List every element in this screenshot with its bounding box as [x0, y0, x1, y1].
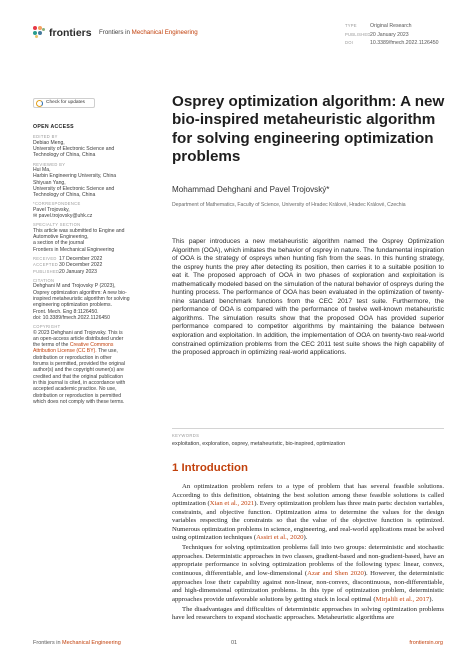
- specialty-section: SPECIALTY SECTION This article was submitted to Engine and Automotive Engineering, a section of the journal Frontiers in Mechanical Engineering: [33, 222, 125, 253]
- page-footer: [33, 640, 443, 650]
- copyright-section: COPYRIGHT © 2023 Dehghani and Trojovsky. This is an open-access article distributed under the terms of the Creative Commons Attribution License (CC BY). The use, distribution or reproduction in other forums is permitted, provided the original author(s) and the copyright owner(s) are credited and that the original publication in this journal is cited, in accordance with accepted academic practice. No use, distribution or reproduction is permitted which does not comply with these terms.: [33, 324, 126, 405]
- citation-section: CITATION Dehghani M and Trojovsky P (2023), Osprey optimization algorithm: A new bio- inspired metaheuristic algorithm for solving engineering optimization problems. Front. Mech. Eng 8:1126450. doi: 10.3389/fmech.2022.1126450: [33, 277, 130, 321]
- abstract: This paper introduces a new metaheuristic algorithm named the Osprey Optimization Algorithm (OOA), which imitates the behavior of osprey in nature. The fundamental inspiration of OOA is the strategy of ospreys when hunting fish from the seas. In this hunting strategy, the osprey hunts the prey after detecting its position, then carries it to a suitable position to eat it. The proposed approach of OOA in two phases of exploration and exploitation is mathematically modeled based on the simulation of the natural behavior of ospreys during the hunting process. The performance of OOA has been evaluated in the optimization of twenty-nine standard benchmark functions from the CEC 2017 test suite. Furthermore, the performance of OOA is compared with the performance of twelve well-known metaheuristic algorithms. The simulation results show that the proposed OOA has provided superior performance compared to competitor algorithms by maintaining the balance between exploration and exploitation. In addition, the implementation of OOA on twenty-two real-world constrained optimization problems from the CEC 2011 test suite shows the high capability of the proposed approach in optimizing real-world applications.: [172, 238, 444, 357]
- section-heading-introduction: 1 Introduction: [172, 462, 248, 474]
- article-type: Original Research: [370, 23, 412, 29]
- author-list: Mohammad Dehghani and Pavel Trojovský*: [172, 185, 330, 194]
- footer-journal: Frontiers in Mechanical Engineering: [33, 640, 121, 646]
- dates-section: RECEIVED 17 December 2022 ACCEPTED30 December 2022 PUBLISHED20 January 2023: [33, 256, 103, 275]
- keywords-label: KEYWORDS: [172, 433, 200, 438]
- doi-link[interactable]: 10.3389/fmech.2022.1126450: [370, 40, 439, 47]
- journal-name-link[interactable]: Frontiers in Mechanical Engineering: [99, 29, 198, 36]
- frontiers-logo[interactable]: [33, 26, 92, 39]
- paragraph: Techniques for solving optimization problems fall into two groups: deterministic and stochastic approaches. Deterministic approaches in two classes, gradient-based and non-gradient-based, have an appropriate performance in solving optimization problems of the following types: linear, convex, continuous, differentiable, and low-dimensional (Azar and Shen 2020). However, the deterministic approaches lose their capability against non-linear, non-convex, discontinuous, non-differentiable, and high-dimensional optimization problems. In this type of optimization problem, deterministic approaches provide unfavorable solutions by getting stuck in local optimal (Mirjalili et al., 2017).: [172, 544, 445, 603]
- frontiers-site-link[interactable]: frontiersin.org: [409, 640, 443, 646]
- published-date: 20 January 2023: [370, 31, 409, 38]
- article-meta: TYPE Original Research PUBLISHED20 January 2023 DOI 10.3389/fmech.2022.1126450: [345, 23, 439, 47]
- cc-license-link[interactable]: Creative Commons Attribution License (CC BY).: [33, 342, 114, 355]
- citation-link[interactable]: Xian et al., 2021: [209, 500, 255, 508]
- reviewed-by-section: REVIEWED BY Hui Ma, Harbin Engineering University, China Shiyuan Yang, University of Electronic Science and Technology of China, China: [33, 161, 117, 199]
- logo-text: frontiers: [49, 26, 92, 39]
- sidebar-published-date: 20 January 2023: [59, 268, 97, 275]
- accepted-date: 30 December 2022: [59, 262, 103, 269]
- keywords-divider: [172, 428, 444, 429]
- check-for-updates-button[interactable]: Check for updates: [33, 98, 95, 108]
- paragraph: The disadvantages and difficulties of deterministic approaches in solving optimization problems have led researchers to expand stochastic approaches. Metaheuristic algorithms are: [172, 605, 444, 622]
- correspondence-section: *CORRESPONDENCE Pavel Trojovsky, ✉ pavel.trojovsky@uhk.cz: [33, 201, 158, 219]
- edited-by-section: EDITED BY Debiao Meng, University of Electronic Science and Technology of China, China: [33, 134, 115, 159]
- update-check-icon: [36, 100, 43, 107]
- email-link[interactable]: ✉ pavel.trojovsky@uhk.cz: [33, 213, 93, 220]
- page-header: [33, 22, 443, 47]
- received-date: 17 December 2022: [59, 256, 103, 263]
- introduction-body: [172, 483, 444, 624]
- citation-link[interactable]: Azar and Shen 2020: [307, 569, 364, 577]
- frontiers-logo-icon: [33, 26, 46, 39]
- paragraph: An optimization problem refers to a type of problem that has several feasible solutions. According to this definition, obtaining the best solution among these feasible solutions is called optimization (Xian et al., 2021). Every optimization problem has three main parts: decision variables, constraints, and objective function. Optimization aims to determine the values for the design variables respecting the constraints so that the value of the objective function is optimized. Numerous optimization problems in science, engineering, and real-world applications must be solved using optimization techniques (Assiri et al., 2020).: [172, 483, 445, 542]
- keywords: exploitation, exploration, osprey, metaheuristic, bio-inspired, optimization: [172, 441, 346, 447]
- citation-link[interactable]: Mirjalili et al., 2017: [375, 595, 430, 603]
- article-title: Osprey optimization algorithm: A new bio-inspired metaheuristic algorithm for solving engineering optimization problems: [172, 93, 445, 166]
- author-affiliation: Department of Mathematics, Faculty of Science, University of Hradec Králové, Hradec Králové, Czechia: [172, 202, 406, 208]
- article-sidebar: [33, 98, 158, 408]
- citation-link[interactable]: Assiri et al., 2020: [256, 534, 304, 542]
- open-access-label: OPEN ACCESS: [33, 124, 74, 130]
- page-number: 01: [231, 640, 238, 646]
